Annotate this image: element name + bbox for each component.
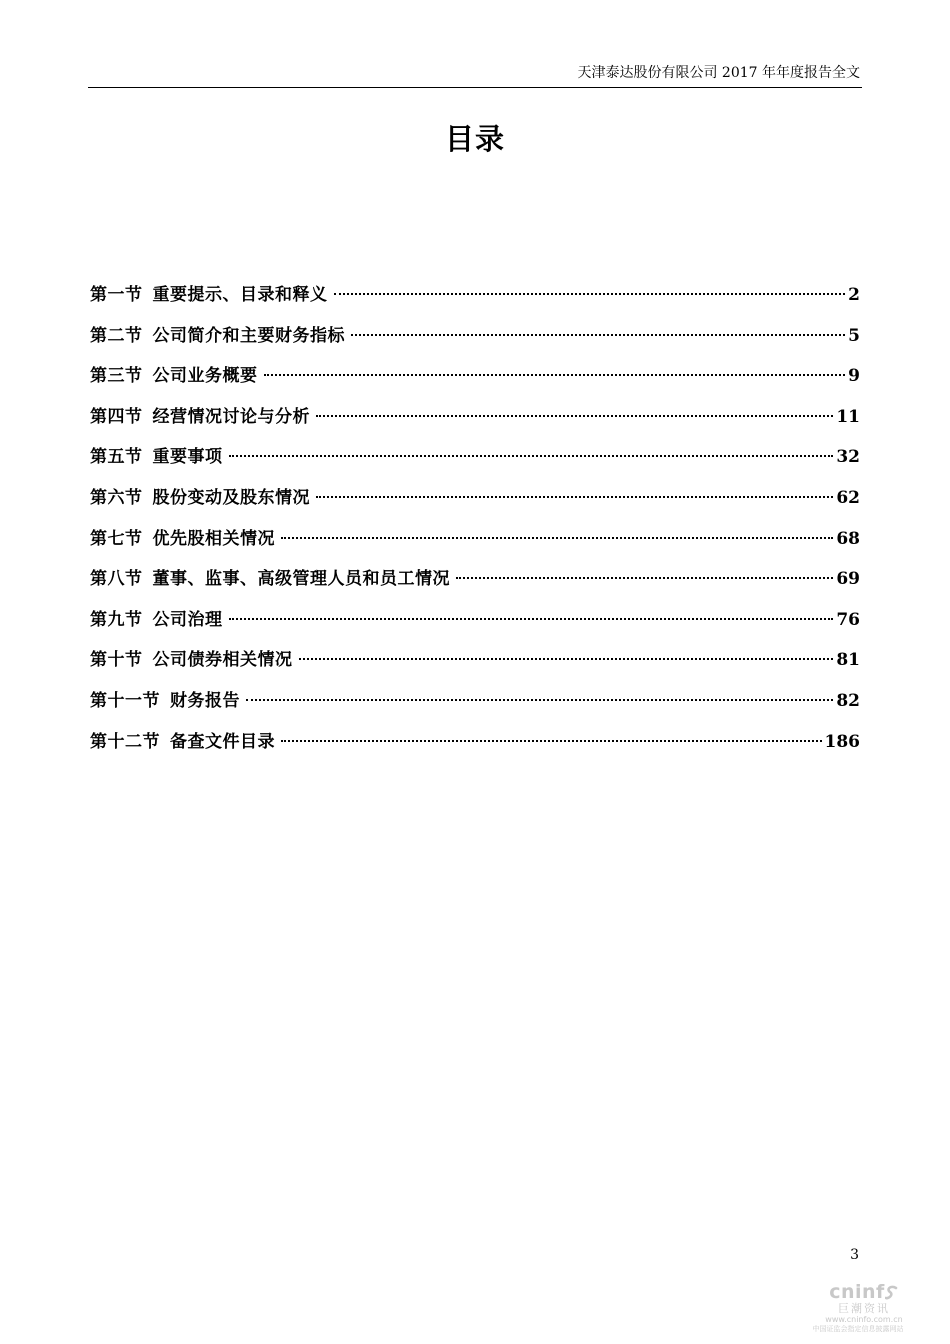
toc-page-number: 68 — [836, 528, 860, 549]
swirl-icon — [885, 1285, 899, 1301]
toc-page-number: 62 — [836, 487, 860, 508]
toc-section-number: 第一节 — [90, 285, 143, 305]
toc-dot-leader — [334, 293, 846, 295]
toc-dot-leader — [281, 740, 822, 742]
cninfo-url: www.cninfo.com.cn — [825, 1315, 903, 1324]
toc-dot-leader — [229, 618, 834, 620]
toc-entry[interactable] — [90, 364, 860, 405]
toc-entry[interactable] — [90, 445, 860, 486]
toc-section-title: 经营情况讨论与分析 — [152, 406, 310, 427]
toc-entry[interactable] — [90, 283, 860, 324]
toc-page-number: 69 — [836, 569, 860, 590]
toc-section-title: 董事、监事、高级管理人员和员工情况 — [152, 569, 450, 590]
page-title: 目录 — [444, 122, 505, 156]
toc-dot-leader — [456, 577, 833, 579]
toc-section-number: 第十节 — [90, 650, 143, 671]
toc-page-number: 186 — [824, 731, 860, 752]
toc-section-title: 股份变动及股东情况 — [152, 487, 310, 508]
toc-dot-leader — [299, 658, 834, 660]
toc-section-title: 备查文件目录 — [170, 731, 275, 752]
toc-section-number: 第十一节 — [90, 690, 160, 711]
toc-section-title: 公司债券相关情况 — [152, 650, 293, 671]
toc-section-number: 第十二节 — [90, 731, 160, 752]
toc-entry[interactable] — [90, 486, 860, 527]
toc-dot-leader — [246, 699, 833, 701]
toc-section-number: 第六节 — [90, 487, 143, 508]
toc-page-number: 5 — [848, 325, 860, 346]
toc-entry[interactable] — [90, 689, 860, 730]
toc-dot-leader — [351, 334, 845, 336]
toc-section-number: 第七节 — [90, 528, 143, 549]
toc-section-number: 第三节 — [90, 366, 143, 387]
toc-page-number: 32 — [836, 447, 860, 468]
toc-section-title: 公司简介和主要财务指标 — [152, 325, 345, 346]
toc-entry[interactable] — [90, 405, 860, 446]
toc-dot-leader — [229, 455, 834, 457]
page-number: 3 — [850, 1247, 859, 1263]
toc-section-number: 第八节 — [90, 569, 143, 590]
toc-page-number: 76 — [836, 609, 860, 630]
toc-page-number: 9 — [848, 366, 860, 387]
report-header: 天津泰达股份有限公司 2017 年年度报告全文 — [577, 65, 860, 81]
toc-dot-leader — [316, 415, 833, 417]
toc-section-number: 第二节 — [90, 325, 143, 346]
table-of-contents — [90, 283, 860, 770]
toc-entry[interactable] — [90, 324, 860, 365]
toc-page-number: 11 — [836, 406, 860, 427]
cninfo-org: 中国证监会指定信息披露网站 — [812, 1325, 904, 1333]
cninfo-logo-text: cninf — [829, 1281, 885, 1303]
toc-entry[interactable] — [90, 567, 860, 608]
toc-section-title: 重要提示、目录和释义 — [152, 285, 328, 305]
toc-section-number: 第五节 — [90, 447, 143, 468]
cninfo-name: 巨潮资讯 — [838, 1302, 890, 1315]
toc-section-title: 优先股相关情况 — [152, 528, 275, 549]
toc-dot-leader — [264, 374, 846, 376]
toc-section-title: 公司治理 — [152, 609, 223, 630]
cninfo-logo — [818, 1282, 910, 1302]
toc-entry[interactable] — [90, 608, 860, 649]
toc-entry[interactable] — [90, 527, 860, 568]
toc-entry[interactable] — [90, 648, 860, 689]
toc-entry[interactable] — [90, 730, 860, 771]
toc-section-title: 重要事项 — [152, 447, 223, 468]
toc-section-number: 第四节 — [90, 406, 143, 427]
toc-dot-leader — [281, 537, 833, 539]
toc-dot-leader — [316, 496, 833, 498]
toc-section-title: 公司业务概要 — [152, 366, 258, 387]
toc-page-number: 2 — [848, 285, 860, 305]
toc-section-title: 财务报告 — [170, 690, 240, 711]
toc-page-number: 81 — [836, 650, 860, 671]
toc-page-number: 82 — [836, 690, 860, 711]
toc-section-number: 第九节 — [90, 609, 143, 630]
header-divider — [88, 87, 862, 88]
cninfo-watermark — [812, 1281, 910, 1334]
